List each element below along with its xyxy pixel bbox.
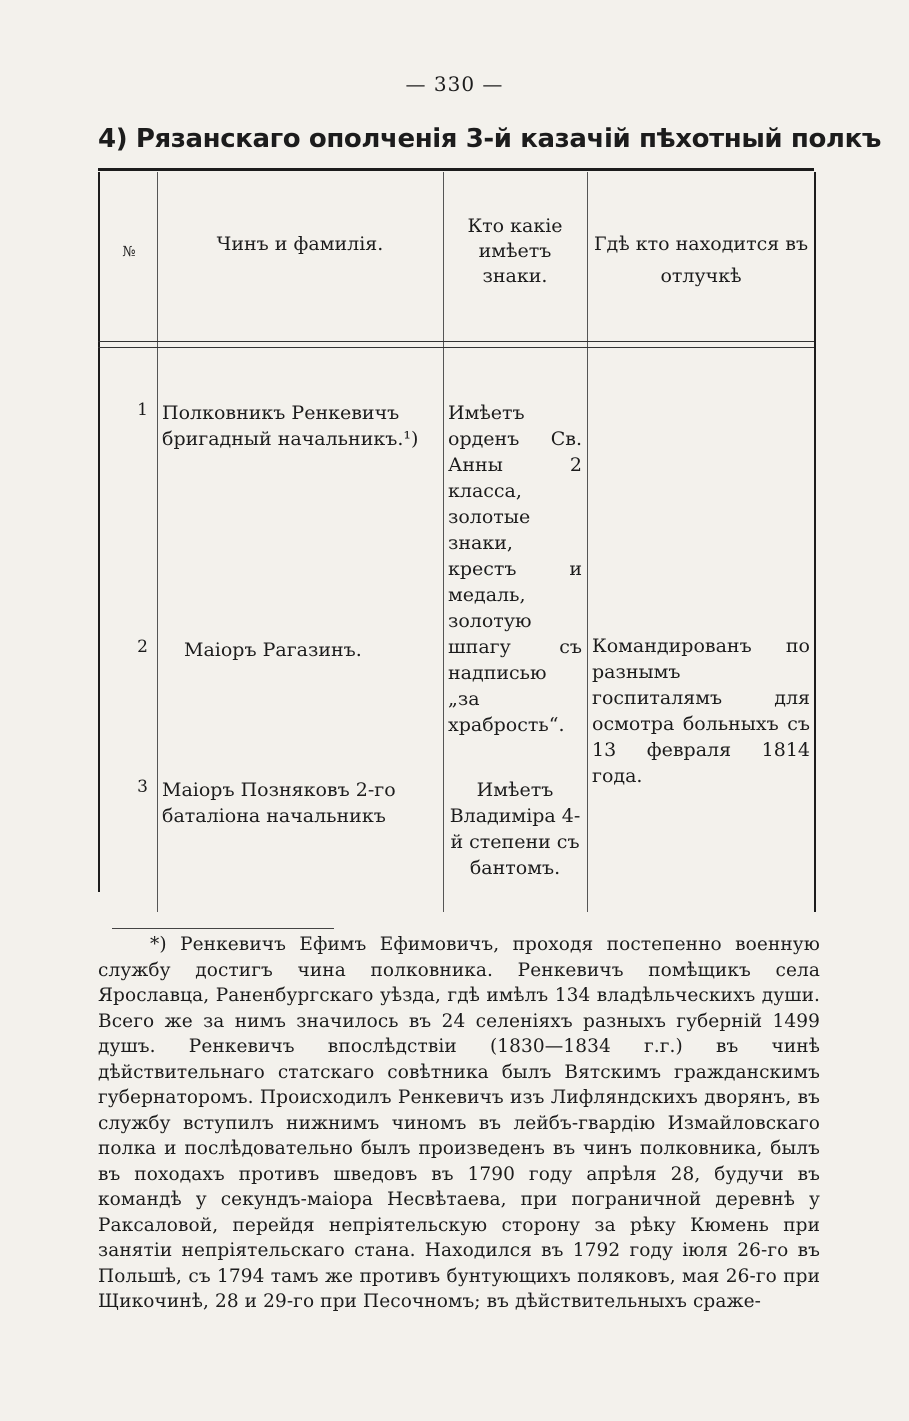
rank-and-name: Маіоръ Рагазинъ.: [184, 639, 362, 661]
decorations: Имѣетъ Владиміра 4-й степени съ бантомъ.: [449, 779, 581, 879]
header-name: Чинъ и фамилія.: [216, 233, 384, 255]
page-heading: 4) Рязанскаго ополченія 3-й казачій пѣхотный полкъ: [98, 124, 881, 154]
rank-and-name: Маіоръ Позняковъ 2-го баталіона начальникъ: [162, 779, 396, 827]
table-column-divider-1: [157, 172, 158, 912]
row-number: 3: [137, 777, 148, 797]
rank-and-name: Полковникъ Ренкевичъ бригадный начальникъ.¹): [162, 402, 419, 450]
row-number: 1: [137, 400, 148, 420]
header-rule-top: [98, 341, 814, 342]
header-rule-bottom: [98, 347, 814, 348]
page-number: — 330 —: [405, 72, 504, 96]
header-marks: Кто какіе имѣетъ знаки.: [467, 215, 563, 287]
row-number: 2: [137, 637, 148, 657]
header-num: №: [122, 244, 136, 260]
footnote: *) Ренкевичъ Ефимъ Ефимовичъ, проходя постепенно военную службу достигъ чина полковника. Ренкевичъ помѣщикъ села Ярославца, Раненбургскаго уѣзда, гдѣ имѣлъ 134 владѣльческихъ души. Всего же за нимъ значилось въ 24 селеніяхъ разныхъ губерній 1499 душъ. Ренкевичъ впослѣдствіи (1830—1834 г.г.) въ чинѣ дѣйствительнаго статскаго совѣтника былъ Вятскимъ гражданскимъ губернаторомъ. Происходилъ Ренкевичъ изъ Лифляндскихъ дворянъ, въ службу вступилъ нижнимъ чиномъ въ лейбъ-гвардію Измайловскаго полка и послѣдовательно былъ произведенъ въ чинъ полковника, былъ въ походахъ противъ шведовъ въ 1790 году апрѣля 28, будучи въ командѣ у секундъ-маіора Несвѣтаева, при пограничной деревнѣ у Раксаловой, перейдя непріятельскую сторону за рѣку Кюмень при занятіи непріятельскаго стана. Находился въ 1792 году іюля 26-го въ Польшѣ, съ 1794 тамъ же противъ бунтующихъ поляковъ, мая 26-го при Щикочинѣ, 28 и 29-го при Песочномъ; въ дѣйствительныхъ сраже-: [98, 934, 820, 1312]
footnote-rule: [112, 928, 334, 929]
decorations: Имѣетъ орденъ Св. Анны 2 класса, золотые знаки, крестъ и медаль, золотую шпагу съ надписью „за храбрость“.: [448, 402, 582, 736]
heading-rule: [98, 168, 814, 171]
absence-location: Командированъ по разнымъ госпиталямъ для осмотра больныхъ съ 13 февраля 1814 года.: [592, 635, 810, 787]
table-left-border: [98, 172, 100, 892]
table-right-border: [814, 172, 816, 912]
table-column-divider-3: [587, 172, 588, 912]
header-location: Гдѣ кто находится въ отлучкѣ: [593, 233, 809, 287]
table-column-divider-2: [443, 172, 444, 912]
